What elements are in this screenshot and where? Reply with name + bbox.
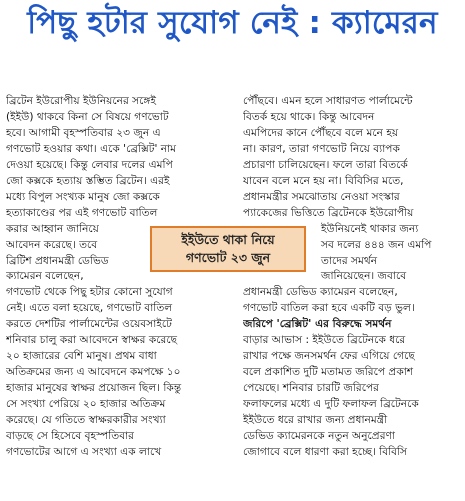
text-line: জোগাবে বলে ধারণা করা হচ্ছে। বিবিসি: [243, 445, 408, 458]
text-line: হত্যাকাণ্ডের পর এই গণভোট বাতিল: [6, 206, 158, 219]
text-line: সে সংখ্যা পেরিয়ে ২০ হাজার অতিক্রম: [6, 398, 166, 411]
text-line: দেওয়া হয়েছে। কিন্তু লেবার দলের এমপি: [6, 158, 173, 171]
text-line: করার আহ্বান জানিয়ে: [6, 222, 99, 235]
text-line: না। কারণ, তারা গণভোট নিয়ে ব্যাপক: [243, 142, 400, 155]
text-line: প্যাকেজের ভিত্তিতে ব্রিটেনকে ইউরোপীয়: [243, 206, 414, 219]
text-line: আবেদন করেছে। তবে: [6, 238, 98, 251]
text-line: পৌঁছবে। এমন হলে সাধারণত পার্লামেন্টে: [243, 95, 413, 107]
text-line: জানিয়েছেন। জবাবে: [321, 270, 407, 283]
text-line: প্রধানমন্ত্রীর সমঝোতায় নেওয়া সংস্কার: [243, 190, 400, 203]
headline: পিছু হটার সুযোগ নেই : ক্যামেরন: [27, 5, 438, 41]
text-line: হাজার মানুষের স্বাক্ষর প্রয়োজন ছিল। কিন্তু: [6, 382, 182, 395]
text-line: এমপিদের কানে পৌঁছবে বলে মনে হয়: [243, 126, 399, 139]
text-line: ব্রিটিশ প্রধানমন্ত্রী ডেভিড: [6, 254, 109, 267]
text-line: বাড়ছে সে হিসেবে বৃহস্পতিবার: [6, 430, 134, 443]
text-line: ব্রিটেন ইউরোপীয় ইউনিয়নের সঙ্গেই: [6, 95, 156, 107]
text-line: প্রচারণা চালিয়েছেন। ফলে তারা বিতর্কে: [243, 158, 408, 171]
text-line: জো কক্সকে হত্যায় স্তম্ভিত ব্রিটেন। এরই: [6, 174, 170, 187]
text-line: সব দলের ৪৪৪ জন এমপি: [321, 238, 432, 251]
text-line: ইউনিয়নেই থাকার জন্য: [321, 222, 419, 235]
pull-quote-line: ইইউতে থাকা নিয়ে: [181, 232, 275, 247]
text-line: করেছে। যে গতিতে স্বাক্ষরকারীর সংখ্যা: [6, 414, 166, 427]
text-line: (ইইউ) থাকবে কিনা সে বিষয়ে গণভোট: [6, 110, 169, 123]
text-line: ইইউতে ধরে রাখার জন্য প্রধানমন্ত্রী: [243, 414, 388, 427]
text-line: গণভোট বাতিল করা হবে একটি বড় ভুল।: [243, 302, 415, 315]
text-line: প্রধানমন্ত্রী ডেভিড ক্যামেরন বলেছেন,: [243, 286, 398, 299]
text-line: অতিক্রমের জন্য এ আবেদনে কমপক্ষে ১০: [6, 366, 181, 379]
text-line: গণভোট থেকে পিছু হটার কোনো সুযোগ: [6, 286, 173, 299]
text-line: যাবেন বলে মনে হয় না। বিবিসির মতে,: [243, 174, 404, 187]
text-line: ডেভিড ক্যামেরনকে নতুন অনুপ্রেরণা: [243, 430, 395, 443]
text-line: শনিবার চালু করা আবেদনে স্বাক্ষর করেছে: [6, 334, 178, 347]
text-line: পেয়েছে। শনিবার চারটি জরিপের: [243, 382, 380, 395]
text-line: বলে প্রকাশিত দুটি মতামত জরিপে প্রকাশ: [243, 366, 414, 379]
text-line: ফলাফলের মধ্যে এ দুটি ফলাফল ব্রিটেনকে: [243, 398, 419, 411]
text-line: বাড়ার আভাস : ইইউতে ব্রিটেনকে ধরে: [243, 334, 406, 347]
pull-quote-line: গণভোট ২৩ জুন: [185, 250, 271, 265]
text-line: গণভোটের আগে এ সংখ্যা এক লাখে: [6, 445, 162, 458]
text-line: ক্যামেরন বলেছেন,: [6, 270, 84, 283]
text-line: মধ্যে বিপুল সংখ্যক মানুষ জো কক্সকে: [6, 190, 160, 203]
text-line: তাদের সমর্থন: [321, 254, 378, 267]
text-line: নেই। এতে বলা হয়েছে, গণভোট বাতিল: [6, 302, 173, 315]
article-column-right: [243, 94, 461, 498]
text-line: রাখার পক্ষে জনসমর্থন ফের এগিয়ে গেছে: [243, 350, 415, 363]
pull-quote-box: [150, 226, 306, 272]
text-line: গণভোট হওয়ার কথা। একে 'ব্রেক্সিট' নাম: [6, 142, 177, 155]
text-line: বিতর্ক হয়ে থাকে। কিন্তু আবেদন: [243, 110, 375, 123]
text-line: হবে। আগামী বৃহস্পতিবার ২৩ জুন এ: [6, 126, 161, 139]
text-line: করতে দেশটির পার্লামেন্টের ওয়েবসাইটে: [6, 318, 172, 331]
subheading-line: জরিপে 'ব্রেক্সিট' এর বিরুদ্ধে সমর্থন: [243, 318, 392, 331]
text-line: ২০ হাজারের বেশি মানুষ। প্রথম বাধা: [6, 350, 157, 363]
article-column-left: [6, 94, 230, 498]
